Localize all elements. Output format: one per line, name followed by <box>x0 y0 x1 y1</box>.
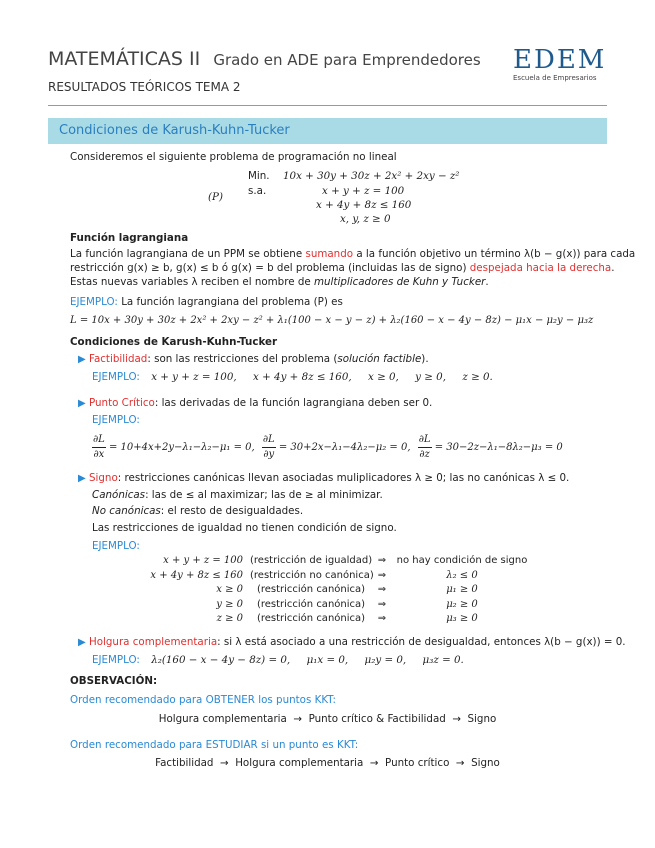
condition-sign <box>78 472 569 484</box>
bullet-icon: ▶ <box>78 354 86 365</box>
sign-table-row <box>140 584 540 598</box>
lagrangian-p1-red: sumando <box>305 248 354 260</box>
edem-logo <box>513 46 609 82</box>
derivative-y <box>262 433 276 462</box>
logo-subtext: Escuela de Empresarios <box>513 74 597 82</box>
sign-table-row <box>140 599 540 613</box>
st-label: s.a. <box>248 185 267 197</box>
critical-text: : las derivadas de la función lagrangiana deben ser 0. <box>154 397 433 409</box>
derivative-z-rhs: = 30−2z−λ₁−8λ₂−μ₃ = 0 <box>434 442 563 453</box>
sign-label: Signo <box>88 472 118 484</box>
lagrangian-paragraph-2 <box>70 262 615 274</box>
sign-table-expr: x + y + z = 100 <box>163 555 243 566</box>
condition-feasibility <box>78 353 429 365</box>
sign-equality-note: Las restricciones de igualdad no tienen condición de signo. <box>92 522 397 534</box>
critical-derivatives <box>92 433 563 462</box>
sign-table-arrow: ⇒ <box>377 569 387 581</box>
problem-label: (P) <box>208 191 223 203</box>
sign-canonical-text: : las de ≤ al maximizar; las de ≥ al minimizar. <box>145 489 383 501</box>
constraint-2: x + 4y + 8z ≤ 160 <box>316 199 412 211</box>
lagrangian-p1a: La función lagrangiana de un PPM se obtiene <box>70 248 303 260</box>
slack-label: Holgura complementaria <box>88 636 218 648</box>
obtain-heading: Orden recomendado para OBTENER los puntos KKT: <box>70 694 336 706</box>
slack-text: : si λ está asociado a una restricción de desigualdad, entonces λ(b − g(x)) = 0. <box>217 636 626 648</box>
sign-table-arrow: ⇒ <box>377 598 387 610</box>
feasibility-text: : son las restricciones del problema ( <box>147 353 338 365</box>
slack-example-formula: λ₂(160 − x − 4y − 8z) = 0, μ₁x = 0, μ₂y = 0, μ₃z = 0. <box>151 654 464 666</box>
lagrangian-formula: L = 10x + 30y + 30z + 2x² + 2xy − z² + λ₁(100 − x − y − z) + λ₂(160 − x − 4y − 8z) − μ₁x − μ₂y − μ₃z <box>70 315 594 326</box>
critical-example-label: EJEMPLO: <box>92 414 140 426</box>
banner-title: Condiciones de Karush-Kuhn-Tucker <box>59 123 290 138</box>
sign-non-canonical-text: : el resto de desigualdades. <box>160 505 304 517</box>
sign-table-arrow: ⇒ <box>377 555 387 566</box>
kkt-heading: Condiciones de Karush-Kuhn-Tucker <box>70 336 278 348</box>
sign-canonical-italic: Canónicas <box>92 489 146 501</box>
feasibility-example <box>92 371 493 383</box>
study-order: Factibilidad → Holgura complementaria → Punto crítico → Signo <box>155 757 500 769</box>
lagrangian-p3b: . <box>485 276 489 288</box>
section-title: RESULTADOS TEÓRICOS TEMA 2 <box>48 80 241 94</box>
derivative-z <box>418 433 432 462</box>
example-label: EJEMPLO: <box>70 296 118 308</box>
lagrangian-p2b: . <box>611 262 615 274</box>
sign-non-canonical <box>92 505 303 517</box>
condition-critical-point <box>78 397 432 409</box>
sign-table-result: λ₂ ≤ 0 <box>446 569 478 581</box>
sign-table-result: μ₃ ≥ 0 <box>446 613 478 624</box>
sign-table-result: μ₂ ≥ 0 <box>446 598 478 610</box>
dz-den: ∂z <box>419 449 430 460</box>
dy-den: ∂y <box>263 449 275 460</box>
section-banner <box>48 118 607 144</box>
slack-example-label: EJEMPLO: <box>92 654 140 666</box>
bullet-icon: ▶ <box>78 473 86 484</box>
lagrangian-p1b: a la función objetivo un término λ(b − g(x)) para cada <box>356 248 636 260</box>
sign-text: : restricciones canónicas llevan asociadas muliplicadores λ ≥ 0; las no canónicas λ ≤ 0. <box>117 472 570 484</box>
objective-function: 10x + 30y + 30z + 2x² + 2xy − z² <box>283 170 460 182</box>
critical-label: Punto Crítico <box>88 397 155 409</box>
lagrangian-p3a: Estas nuevas variables λ reciben el nombre de <box>70 276 311 288</box>
sign-table-note: (restricción canónica) <box>256 613 366 624</box>
obtain-order: Holgura complementaria → Punto crítico & Factibilidad → Signo <box>158 713 497 725</box>
dL-num: ∂L <box>418 433 432 448</box>
lagrangian-heading: Función lagrangiana <box>70 232 189 244</box>
sign-table-row <box>140 555 540 569</box>
bullet-icon: ▶ <box>78 398 86 409</box>
dL-num: ∂L <box>92 433 106 448</box>
sign-table-result: no hay condición de signo <box>396 555 528 566</box>
derivative-y-rhs: = 30+2x−λ₁−4λ₂−μ₂ = 0, <box>278 442 411 453</box>
lagrangian-p3-italic: multiplicadores de Kuhn y Tucker <box>314 276 486 288</box>
problem-intro: Consideremos el siguiente problema de programación no lineal <box>70 151 397 163</box>
page-title: MATEMÁTICAS II <box>48 48 201 70</box>
feasibility-end: ). <box>421 353 429 365</box>
sign-table-row <box>140 613 540 627</box>
lagrangian-paragraph-1 <box>70 248 635 260</box>
slack-example <box>92 654 464 666</box>
bullet-icon: ▶ <box>78 637 86 648</box>
lagrangian-p2a: restricción g(x) ≥ b, g(x) ≤ b ó g(x) = b del problema (incluidas las de signo) <box>70 262 467 274</box>
feasibility-label: Factibilidad <box>88 353 148 365</box>
sign-non-canonical-italic: No canónicas <box>92 505 161 517</box>
header-divider <box>48 105 607 106</box>
sign-canonical <box>92 489 383 501</box>
sign-table-expr: x + 4y + 8z ≤ 160 <box>150 569 243 581</box>
sign-table-expr: x ≥ 0 <box>216 584 243 595</box>
constraint-3: x, y, z ≥ 0 <box>340 213 391 225</box>
observation-heading: OBSERVACIÓN: <box>70 675 158 687</box>
sign-table-note: (restricción canónica) <box>256 584 366 595</box>
sign-table-note: (restricción no canónica) <box>250 569 374 581</box>
sign-table-row <box>140 570 540 584</box>
min-label: Min. <box>248 170 270 182</box>
sign-example-label: EJEMPLO: <box>92 540 140 552</box>
sign-table-arrow: ⇒ <box>377 613 387 624</box>
sign-table-result: μ₁ ≥ 0 <box>446 584 478 595</box>
condition-slackness <box>78 636 626 648</box>
lagrangian-example <box>70 296 343 308</box>
study-heading: Orden recomendado para ESTUDIAR si un punto es KKT: <box>70 739 359 751</box>
lagrangian-p2-red: despejada hacia la derecha <box>469 262 612 274</box>
feasibility-example-formula: x + y + z = 100, x + 4y + 8z ≤ 160, x ≥ 0, y ≥ 0, z ≥ 0. <box>151 371 493 383</box>
sign-table-arrow: ⇒ <box>377 584 387 595</box>
example-text: La función lagrangiana del problema (P) es <box>121 296 343 308</box>
sign-table-note: (restricción canónica) <box>256 598 366 610</box>
sign-table-note: (restricción de igualdad) <box>250 555 373 566</box>
feasibility-italic: solución factible <box>337 353 422 365</box>
constraint-1: x + y + z = 100 <box>322 185 405 197</box>
lagrangian-paragraph-3 <box>70 276 489 288</box>
derivative-x-rhs: = 10+4x+2y−λ₁−λ₂−μ₁ = 0, <box>109 442 255 453</box>
dx-den: ∂x <box>93 449 105 460</box>
sign-table-expr: z ≥ 0 <box>216 613 243 624</box>
derivative-x <box>92 433 106 462</box>
header-title-row <box>48 48 481 70</box>
sign-table-expr: y ≥ 0 <box>216 598 243 610</box>
page-subtitle: Grado en ADE para Emprendedores <box>213 51 481 69</box>
logo-wordmark: EDEM <box>513 45 607 75</box>
feasibility-example-label: EJEMPLO: <box>92 371 140 383</box>
dL-num: ∂L <box>262 433 276 448</box>
